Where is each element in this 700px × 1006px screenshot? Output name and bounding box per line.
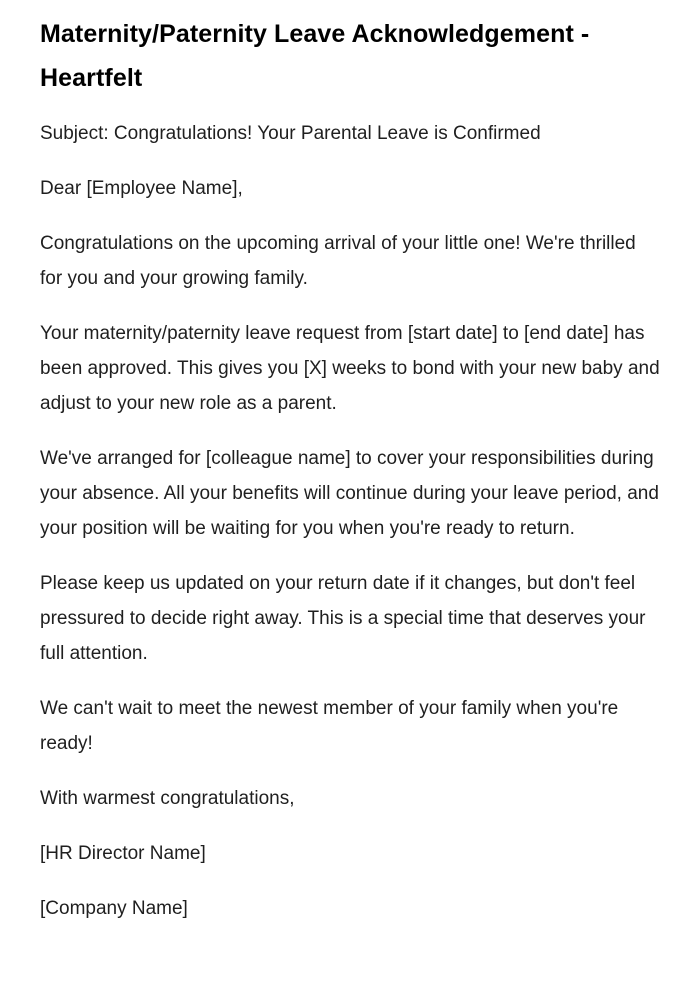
letter-paragraph: We've arranged for [colleague name] to cover your responsibilities during your absence. All your benefits will continue during your leave period, and your position will be waiting for you when you're ready to return. bbox=[40, 448, 659, 539]
letter-paragraph: Your maternity/paternity leave request from [start date] to [end date] has been approved. This gives you [X] weeks to bond with your new baby and adjust to your new role as a parent. bbox=[40, 323, 660, 414]
letter-body bbox=[40, 116, 660, 926]
letter-paragraph: [Company Name] bbox=[40, 898, 188, 919]
letter-paragraph: Subject: Congratulations! Your Parental Leave is Confirmed bbox=[40, 123, 541, 144]
letter-paragraph: [HR Director Name] bbox=[40, 843, 206, 864]
letter-paragraph: Congratulations on the upcoming arrival of your little one! We're thrilled for you and your growing family. bbox=[40, 233, 636, 289]
page-title: Maternity/Paternity Leave Acknowledgement - Heartfelt bbox=[40, 20, 590, 92]
letter-paragraph: We can't wait to meet the newest member of your family when you're ready! bbox=[40, 698, 619, 754]
letter-paragraph: Please keep us updated on your return date if it changes, but don't feel pressured to decide right away. This is a special time that deserves your full attention. bbox=[40, 573, 646, 664]
letter-paragraph: Dear [Employee Name], bbox=[40, 178, 243, 199]
letter-paragraph: With warmest congratulations, bbox=[40, 788, 295, 809]
